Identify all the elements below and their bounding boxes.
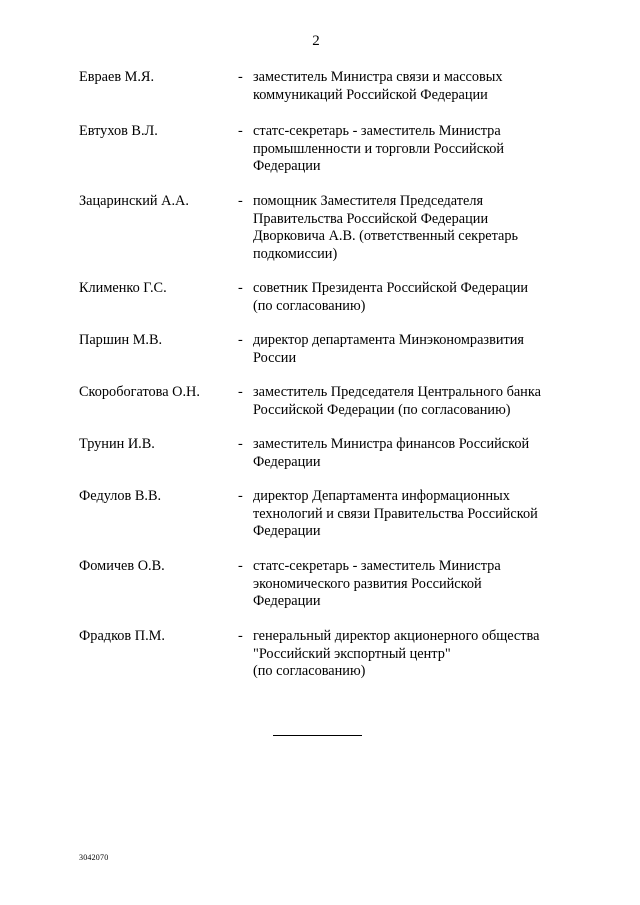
role-line: заместитель Министра связи и массовых [253,69,503,85]
separator-dash: - [238,488,243,504]
role-line: помощник Заместителя Председателя [253,193,484,209]
member-name: Скоробогатова О.Н. [79,384,200,400]
member-name: Евраев М.Я. [79,69,155,85]
member-name: Паршин М.В. [79,332,163,348]
role-line: Федерации [253,523,321,539]
member-role [253,436,563,471]
role-line: России [253,349,297,366]
member-name: Фомичев О.В. [79,558,165,574]
member-name: Фрадков П.М. [79,628,165,644]
page-number: 2 [312,33,320,49]
role-line: коммуникаций Российской Федерации [253,86,488,103]
role-line: технологий и связи Правительства Российской [253,505,538,522]
member-name: Зацаринский А.А. [79,193,189,209]
role-line: "Российский экспортный центр" [253,645,451,662]
role-line: Российской Федерации (по согласованию) [253,401,511,418]
member-name: Клименко Г.С. [79,280,167,296]
role-line: (по согласованию) [253,297,366,314]
role-line: статс-секретарь - заместитель Министра [253,123,501,139]
member-role [253,628,563,681]
role-line: директор департамента Минэкономразвития [253,332,524,348]
member-role [253,69,563,104]
role-line: подкомиссии) [253,245,338,262]
member-name: Федулов В.В. [79,488,162,504]
member-role [253,332,563,367]
document-code: 3042070 [79,853,109,862]
role-line: Федерации [253,593,321,609]
member-role [253,384,563,419]
member-name: Евтухов В.Л. [79,123,158,139]
end-rule-divider [273,735,362,736]
separator-dash: - [238,193,243,209]
separator-dash: - [238,69,243,85]
role-line: заместитель Министра финансов Российской [253,436,530,452]
member-role [253,193,563,263]
separator-dash: - [238,280,243,296]
role-line: советник Президента Российской Федерации [253,280,529,296]
separator-dash: - [238,436,243,452]
role-line: экономического развития Российской [253,575,482,592]
separator-dash: - [238,558,243,574]
member-name: Трунин И.В. [79,436,155,452]
member-role [253,280,563,315]
separator-dash: - [238,332,243,348]
separator-dash: - [238,628,243,644]
role-line: Дворковича А.В. (ответственный секретарь [253,228,519,244]
member-role [253,558,563,611]
member-role [253,488,563,541]
role-line: промышленности и торговли Российской [253,140,505,157]
separator-dash: - [238,123,243,139]
role-line: директор Департамента информационных [253,488,510,504]
role-line: заместитель Председателя Центрального банка [253,384,541,400]
role-line: Правительства Российской Федерации [253,210,489,227]
role-line: генеральный директор акционерного общества [253,628,540,644]
role-line: статс-секретарь - заместитель Министра [253,558,501,574]
role-line: (по согласованию) [253,663,366,679]
role-line: Федерации [253,453,321,470]
member-role [253,123,563,176]
role-line: Федерации [253,158,321,174]
separator-dash: - [238,384,243,400]
